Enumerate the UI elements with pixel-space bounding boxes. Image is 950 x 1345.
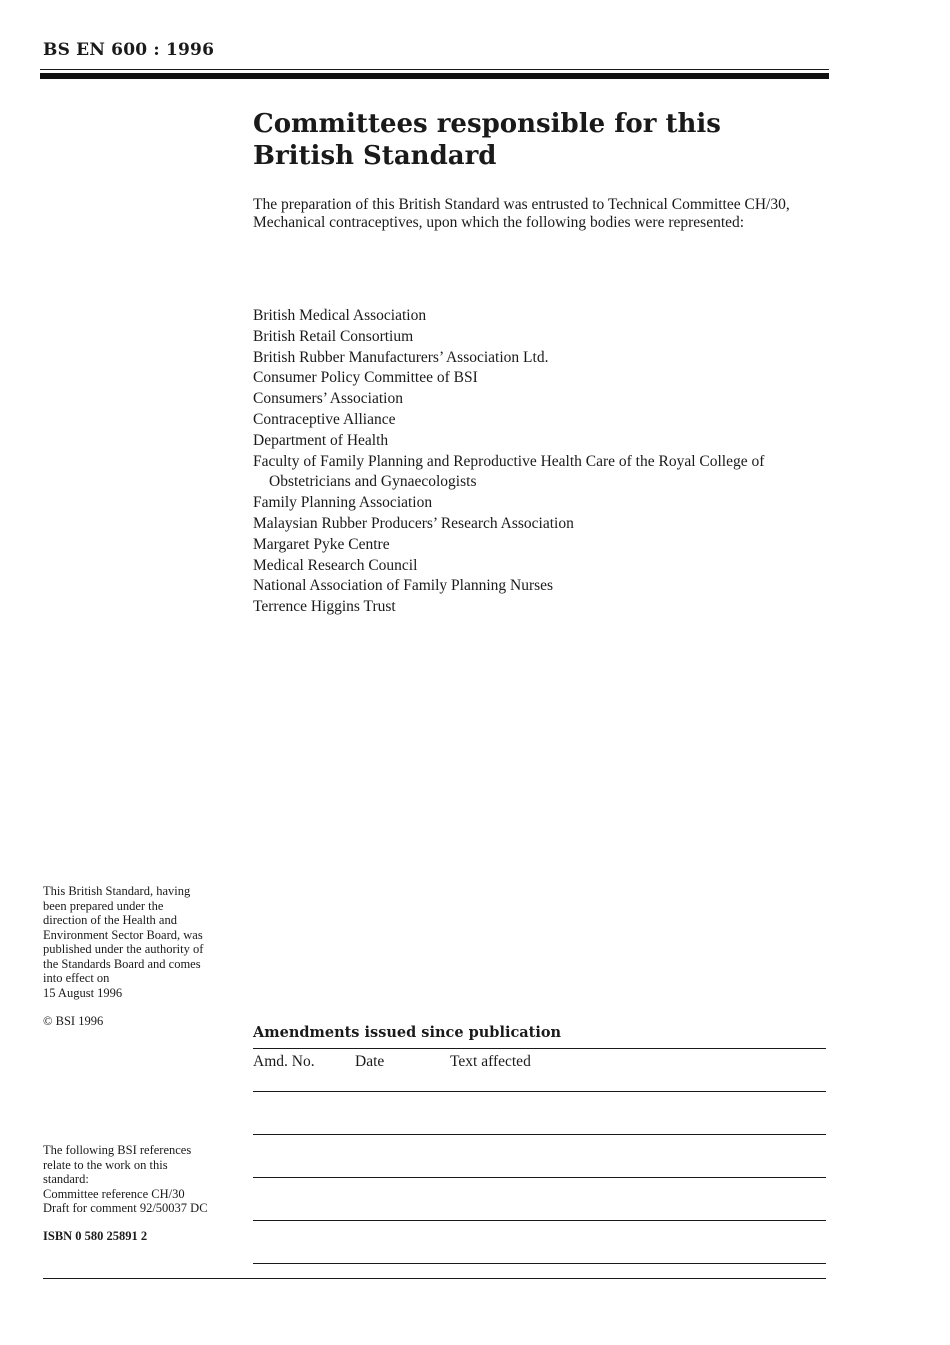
amendments-title: Amendments issued since publication [253,1024,562,1041]
column-header-text-affected: Text affected [450,1053,531,1070]
approval-line: published under the authority of [43,942,204,956]
title-line: British Standard [253,141,497,171]
approval-line: been prepared under the [43,898,164,913]
list-item: Consumer Policy Committee of BSI [253,369,478,387]
approval-date: 15 August 1996 [43,985,123,1000]
isbn: ISBN 0 580 25891 2 [43,1229,148,1243]
draft-reference: Draft for comment 92/50037 DC [43,1201,208,1215]
list-item: Medical Research Council [253,556,418,574]
approval-line: direction of the Health and [43,913,177,927]
list-item: Terrence Higgins Trust [253,598,396,616]
list-item: British Retail Consortium [253,327,414,345]
document-header-ref: BS EN 600 : 1996 [43,40,215,60]
list-item: National Association of Family Planning Nurses [253,577,554,595]
list-item: Family Planning Association [253,494,433,512]
committee-reference: Committee reference CH/30 [43,1186,185,1201]
amendment-row-line [253,1177,826,1178]
approval-line: into effect on [43,971,110,985]
reference-line: relate to the work on this [43,1157,168,1172]
column-header-date: Date [355,1053,385,1070]
page-title [253,108,813,172]
bsi-references [43,1143,238,1216]
amendment-row-line [253,1134,826,1135]
list-item: Department of Health [253,431,389,449]
approval-line: the Standards Board and comes [43,956,201,971]
column-header-amd-no: Amd. No. [253,1053,315,1070]
reference-line: standard: [43,1172,89,1186]
copyright-notice: © BSI 1996 [43,1014,104,1028]
list-item: British Medical Association [253,307,427,324]
header-rule-thin [40,69,829,70]
amendment-row-line [253,1091,826,1092]
list-item: Faculty of Family Planning and Reproductive Health Care of the Royal College of Obstetricians and Gynaecologists [253,452,765,491]
amendments-top-rule [253,1048,826,1049]
list-item: British Rubber Manufacturers’ Association Ltd. [253,348,549,366]
list-item: Margaret Pyke Centre [253,535,390,553]
title-line: Committees responsible for this [253,109,721,139]
approval-line: This British Standard, having [43,884,191,898]
reference-line: The following BSI references [43,1143,192,1157]
list-item: Consumers’ Association [253,390,403,408]
amendment-row-line [253,1263,826,1264]
amendment-row-line [253,1220,826,1221]
header-rule-thick [40,73,829,79]
list-item: Contraceptive Alliance [253,410,396,428]
represented-bodies-list [253,306,813,618]
footer-rule [43,1278,826,1279]
list-item: Malaysian Rubber Producers’ Research Association [253,514,574,532]
approval-note [43,884,238,1000]
intro-paragraph: The preparation of this British Standard was entrusted to Technical Committee CH/30, Mechanical contraceptives, upon which the following bodies were represented: [253,196,790,231]
approval-line: Environment Sector Board, was [43,927,203,942]
